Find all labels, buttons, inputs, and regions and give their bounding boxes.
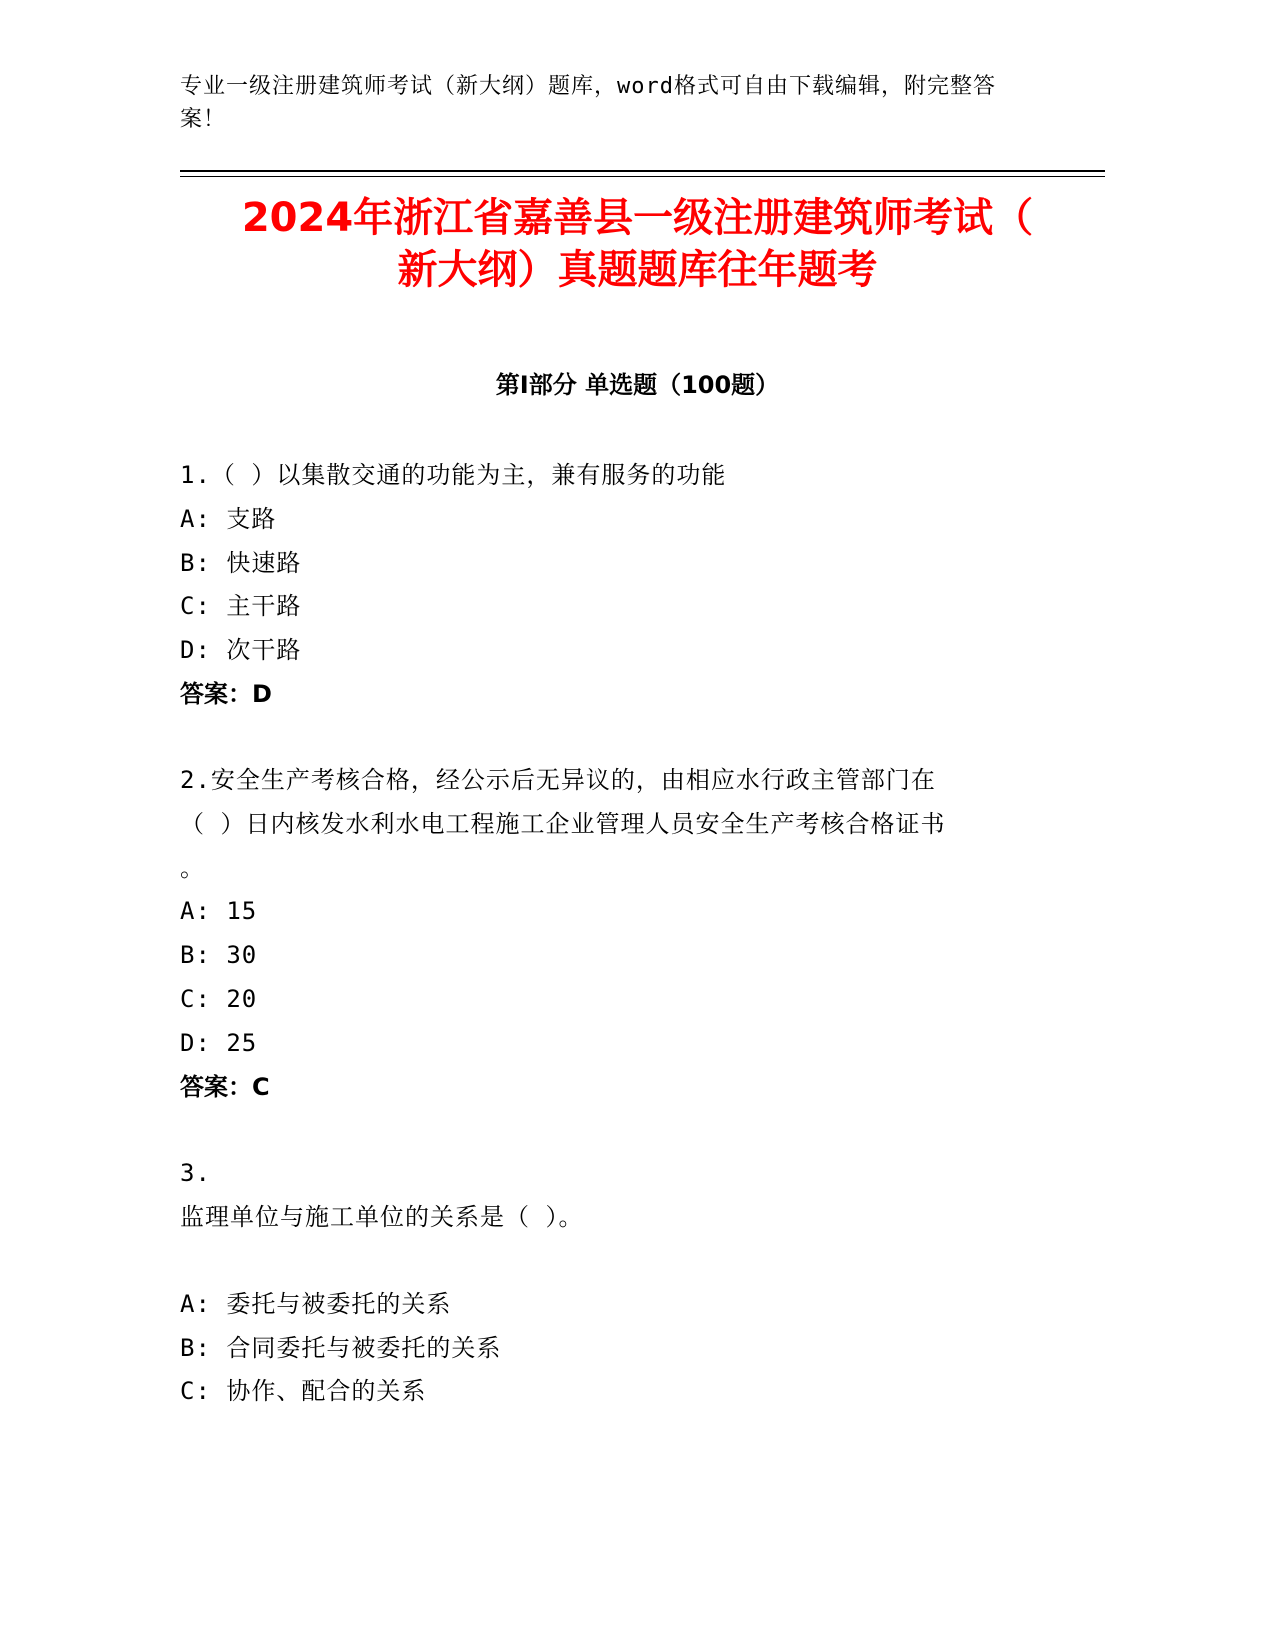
question-2-option-b: B: 30 (180, 941, 258, 969)
question-3-option-c: C: 协作、配合的关系 (180, 1377, 427, 1405)
question-3-option-a: A: 委托与被委托的关系 (180, 1290, 452, 1318)
question-1-answer: 答案：D (180, 680, 272, 708)
question-2-answer: 答案：C (180, 1073, 270, 1101)
section-title: 第I部分 单选题（100题） (495, 371, 780, 399)
question-1-stem: 1.（ ）以集散交通的功能为主，兼有服务的功能 (180, 461, 727, 489)
header-rule-thin (180, 176, 1105, 177)
document-title-line-2: 新大纲）真题题库往年题考 (397, 247, 878, 293)
question-1-option-a: A: 支路 (180, 505, 277, 533)
question-1-option-d: D: 次干路 (180, 636, 302, 664)
question-1-option-b: B: 快速路 (180, 549, 302, 577)
question-3-option-b: B: 合同委托与被委托的关系 (180, 1334, 502, 1362)
question-2-option-a: A: 15 (180, 897, 258, 925)
question-2-option-d: D: 25 (180, 1029, 258, 1057)
document-title (160, 192, 1115, 296)
question-2-stem-line-3: 。 (180, 854, 205, 882)
question-1-option-c: C: 主干路 (180, 592, 302, 620)
question-2-stem-line-2: （ ）日内核发水利水电工程施工企业管理人员安全生产考核合格证书 (180, 810, 946, 838)
question-2-stem-line-1: 2.安全生产考核合格，经公示后无异议的，由相应水行政主管部门在 (180, 766, 936, 794)
question-3-stem: 监理单位与施工单位的关系是（ ）。 (180, 1203, 584, 1231)
header-rule-thick (180, 170, 1105, 172)
question-2-option-c: C: 20 (180, 985, 258, 1013)
header-note: 专业一级注册建筑师考试（新大纲）题库，word格式可自由下载编辑，附完整答案！ (180, 74, 996, 132)
question-3-number: 3. (180, 1159, 211, 1187)
document-title-line-1: 2024年浙江省嘉善县一级注册建筑师考试（ (241, 195, 1034, 241)
